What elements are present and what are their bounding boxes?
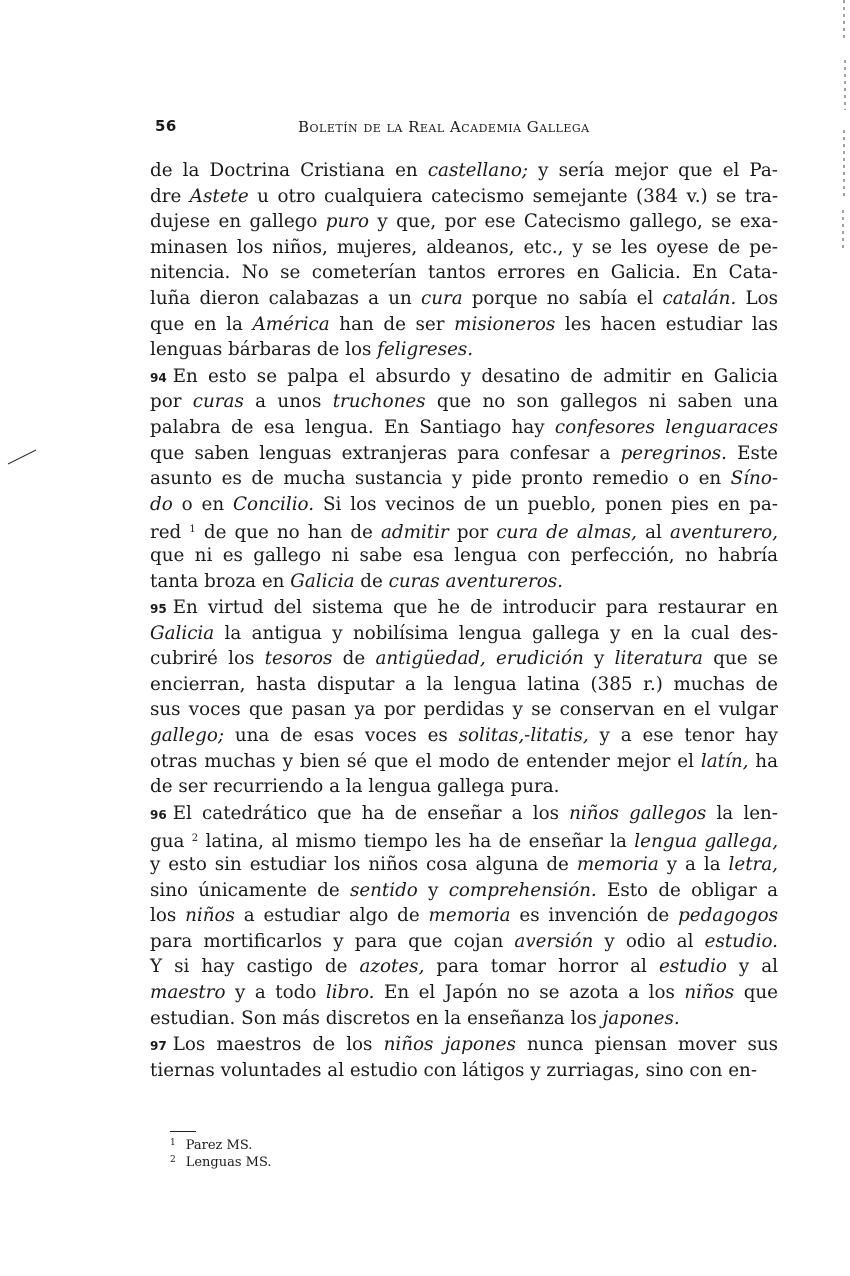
text-line xyxy=(150,749,778,775)
text-run: ha xyxy=(748,750,778,772)
text-run: de xyxy=(332,648,376,670)
text-run: y sería mejor que el Pa- xyxy=(528,160,778,181)
margin-pencil-mark xyxy=(6,448,38,466)
text-line xyxy=(150,672,778,698)
paragraph xyxy=(150,595,778,800)
text-run: es invención de xyxy=(510,905,679,927)
text-run: dujese en gallego xyxy=(150,211,326,233)
text-run: En virtud del sistema que he de introducir para restaurar en xyxy=(172,597,778,619)
text-run: y a la xyxy=(658,854,729,876)
italic-text: lengua gallega, xyxy=(634,831,779,853)
italic-text: Concilio. xyxy=(233,493,315,515)
text-run: que saben lenguas extranjeras para confesar a xyxy=(150,442,621,464)
paragraph-number: 97 xyxy=(150,1039,167,1054)
italic-text: aversión xyxy=(514,930,594,952)
text-run: encierran, hasta disputar a la lengua latina (385 r.) muchas de xyxy=(150,673,778,695)
text-run: red xyxy=(150,522,190,544)
paragraph xyxy=(150,158,778,363)
running-title: Boletín de la Real Academia Gallega xyxy=(298,118,590,136)
text-run: les hacen estudiar las xyxy=(555,313,779,335)
italic-text: Síno- xyxy=(730,468,778,490)
text-line xyxy=(150,184,778,210)
italic-text: cura xyxy=(421,287,463,309)
text-line xyxy=(150,158,778,184)
text-line xyxy=(150,801,778,827)
text-line xyxy=(150,697,778,723)
paragraph xyxy=(150,364,778,594)
text-line xyxy=(150,954,778,980)
text-run: han de ser xyxy=(329,313,455,335)
text-run: de que no han de xyxy=(195,522,381,544)
text-run: para tomar horror al xyxy=(424,956,659,978)
text-run: a unos xyxy=(243,391,333,413)
page-edge-scan-artifact xyxy=(838,0,850,260)
text-run: cubriré los xyxy=(150,648,265,670)
italic-text: tesoros xyxy=(264,648,333,670)
paragraph-number: 94 xyxy=(150,370,167,385)
italic-text: misioneros xyxy=(454,313,556,335)
italic-text: catalán. xyxy=(662,287,737,309)
text-run: estudian. Son más discretos en la enseñanza los xyxy=(150,1007,603,1029)
text-run: tiernas voluntades al estudio con látigos y zurriagas, sino con en- xyxy=(150,1059,758,1081)
italic-text: memoria xyxy=(428,905,511,927)
text-run: sus voces que pasan ya por perdidas y se conservan en el vulgar xyxy=(150,699,778,721)
text-line xyxy=(150,878,778,904)
text-line xyxy=(150,980,778,1006)
italic-text: Galicia xyxy=(150,622,215,644)
text-run: a estudiar algo de xyxy=(234,905,429,927)
text-run: minasen los niños, mujeres, aldeanos, etc., y se les oyese de pe- xyxy=(150,236,778,258)
footnote-mark: 2 xyxy=(170,1155,176,1165)
text-run: latina, al mismo tiempo les ha de enseñar la xyxy=(198,831,635,853)
page-number: 56 xyxy=(155,117,177,135)
text-run: otras muchas y bien sé que el modo de entender mejor el xyxy=(150,750,701,772)
text-run: y odio al xyxy=(593,930,705,952)
text-run: o en xyxy=(172,493,234,515)
text-run: que ni es gallego ni sabe esa lengua con perfección, no habría xyxy=(150,544,778,566)
text-line xyxy=(150,364,778,390)
text-run: y al xyxy=(726,956,779,978)
italic-text: letra, xyxy=(728,854,778,876)
text-run: al xyxy=(636,522,670,544)
text-run: dre xyxy=(150,185,190,207)
paragraph xyxy=(150,1032,778,1083)
footnote-text: Parez MS. xyxy=(185,1138,253,1153)
text-run: la len- xyxy=(706,802,778,824)
footnote-text: Lenguas MS. xyxy=(185,1155,272,1170)
text-run: Este xyxy=(726,442,779,464)
italic-text: curas aventureros. xyxy=(388,570,563,592)
text-line xyxy=(150,517,778,543)
italic-text: feligreses. xyxy=(377,339,474,361)
text-line xyxy=(150,723,778,749)
text-line xyxy=(150,1058,778,1084)
text-run: luña dieron calabazas a un xyxy=(150,287,421,309)
footnote-rule xyxy=(170,1131,196,1132)
text-line xyxy=(150,1006,778,1032)
text-run: lenguas bárbaras de los xyxy=(150,339,378,361)
text-line xyxy=(150,774,778,800)
italic-text: curas xyxy=(192,391,244,413)
italic-text: castellano; xyxy=(427,160,529,181)
text-run: por xyxy=(448,522,497,544)
text-line xyxy=(150,286,778,312)
text-run: Los xyxy=(736,287,778,309)
footnote-reference: 1 xyxy=(189,524,196,536)
text-run: El catedrático que ha de enseñar a los xyxy=(172,802,570,824)
text-run: gua xyxy=(150,831,192,853)
italic-text: niños gallegos xyxy=(569,802,707,824)
italic-text: sentido xyxy=(349,879,418,901)
text-run: y a todo xyxy=(225,982,326,1003)
text-line xyxy=(150,415,778,441)
italic-text: cura de almas, xyxy=(496,522,637,544)
text-line xyxy=(150,389,778,415)
footnote xyxy=(170,1153,272,1170)
text-line xyxy=(150,595,778,621)
text-run: por xyxy=(150,391,193,413)
italic-text: azotes, xyxy=(359,956,425,978)
italic-text: confesores lenguaraces xyxy=(554,416,778,438)
running-header xyxy=(155,117,780,141)
italic-text: niños xyxy=(684,982,735,1003)
text-run: porque no sabía el xyxy=(462,287,663,309)
text-run: Si los vecinos de un pueblo, ponen pies en pa- xyxy=(314,493,778,515)
text-line xyxy=(150,646,778,672)
text-run: nitencia. No se cometerían tantos errores en Galicia. En Cata- xyxy=(150,262,778,284)
text-run: una de esas voces es xyxy=(223,725,459,747)
text-line xyxy=(150,543,778,569)
footnotes xyxy=(170,1136,272,1170)
italic-text: do xyxy=(150,493,173,515)
italic-text: niños japones xyxy=(383,1034,516,1056)
italic-text: solitas,-litatis, xyxy=(458,725,589,747)
text-run: de xyxy=(354,570,389,592)
paragraph xyxy=(150,801,778,1031)
text-run: u otro cualquiera catecismo semejante (384 v.) se tra- xyxy=(248,185,779,207)
italic-text: admitir xyxy=(380,522,449,544)
text-run: y a ese tenor hay xyxy=(588,725,778,747)
text-line xyxy=(150,337,778,363)
text-run: y xyxy=(417,879,449,901)
italic-text: Astete xyxy=(189,185,249,207)
text-run: Y si hay castigo de xyxy=(150,956,360,978)
text-line xyxy=(150,466,778,492)
text-line xyxy=(150,441,778,467)
italic-text: puro xyxy=(325,211,370,233)
italic-text: latín, xyxy=(700,750,749,772)
text-line xyxy=(150,260,778,286)
text-run: En esto se palpa el absurdo y desatino de admitir en Galicia xyxy=(172,365,778,387)
italic-text: truchones xyxy=(332,391,426,413)
text-line xyxy=(150,209,778,235)
text-run: tanta broza en xyxy=(150,570,291,592)
footnote-mark: 1 xyxy=(170,1138,176,1148)
italic-text: peregrinos. xyxy=(620,442,727,464)
text-run: Esto de obligar a xyxy=(596,879,778,901)
text-run: palabra de esa lengua. En Santiago hay xyxy=(150,416,555,438)
italic-text: comprehensión. xyxy=(448,879,597,901)
italic-text: aventurero, xyxy=(669,522,778,544)
italic-text: antigüedad, erudición xyxy=(375,648,584,670)
text-run: que en la xyxy=(150,313,253,335)
text-run: En el Japón no se azota a los xyxy=(374,982,685,1003)
text-line xyxy=(150,903,778,929)
italic-text: Galicia xyxy=(290,570,355,592)
text-run: que no son gallegos ni saben una xyxy=(425,391,779,413)
italic-text: libro. xyxy=(325,982,375,1003)
text-run: de la Doctrina Cristiana en xyxy=(150,160,428,181)
text-run: Los maestros de los xyxy=(172,1034,384,1056)
text-line xyxy=(150,569,778,595)
text-line xyxy=(150,826,778,852)
footnote xyxy=(170,1136,272,1153)
italic-text: niños xyxy=(185,905,235,927)
text-run: la antigua y nobilísima lengua gallega y en la cual des- xyxy=(214,622,778,644)
italic-text: estudio xyxy=(658,956,727,978)
paragraph-number: 95 xyxy=(150,602,167,617)
italic-text: literatura xyxy=(614,648,703,670)
italic-text: maestro xyxy=(150,982,226,1003)
text-run: para mortificarlos y para que cojan xyxy=(150,930,515,952)
footnote-reference: 2 xyxy=(191,833,199,845)
body-text xyxy=(150,158,778,1084)
text-line xyxy=(150,621,778,647)
text-run: los xyxy=(150,905,186,927)
text-run: sino únicamente de xyxy=(150,879,350,901)
text-line xyxy=(150,1032,778,1058)
text-run: y xyxy=(583,648,615,670)
text-run: y que, por ese Catecismo gallego, se exa- xyxy=(369,211,778,233)
text-line xyxy=(150,235,778,261)
italic-text: japones. xyxy=(602,1007,680,1029)
text-line xyxy=(150,929,778,955)
text-run: que xyxy=(734,982,778,1003)
italic-text: América xyxy=(252,313,330,335)
italic-text: gallego; xyxy=(150,725,224,747)
text-line xyxy=(150,492,778,518)
text-run: asunto es de mucha sustancia y pide pronto remedio o en xyxy=(150,468,731,490)
text-run: y esto sin estudiar los niños cosa alguna de xyxy=(150,854,577,876)
paragraph-number: 96 xyxy=(150,807,167,822)
text-run: nunca piensan mover sus xyxy=(515,1034,778,1056)
text-line xyxy=(150,852,778,878)
italic-text: memoria xyxy=(576,854,659,876)
italic-text: pedagogos xyxy=(678,905,779,927)
text-run: de ser recurriendo a la lengua gallega pura. xyxy=(150,776,560,798)
text-run: que se xyxy=(702,648,778,670)
italic-text: estudio. xyxy=(704,930,778,952)
text-line xyxy=(150,312,778,338)
